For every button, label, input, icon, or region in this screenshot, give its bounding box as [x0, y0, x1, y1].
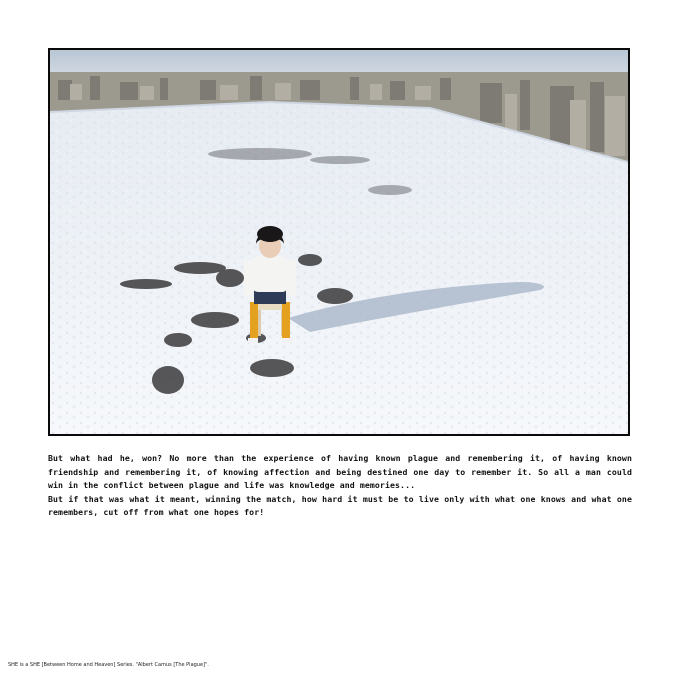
caption-text: [48, 452, 632, 520]
artwork-illustration: [50, 50, 628, 434]
caption-paragraph-1: But what had he, won? No more than the experience of having known plague and remembering it, of having known friendship and remembering it, of knowing affection and being destined one day to remember it. So all a man could win in the conflict between plague and life was knowledge and memories...: [48, 453, 632, 491]
artwork-photo: [48, 48, 630, 436]
caption-paragraph-2: But if that was what it meant, winning the match, how hard it must be to live only with what one knows and what one remembers, cut off from what one hopes for!: [48, 493, 632, 518]
footnote: SHE is a SHE [Between Home and Heaven] Series. "Albert Camus [The Plague]".: [8, 662, 209, 668]
